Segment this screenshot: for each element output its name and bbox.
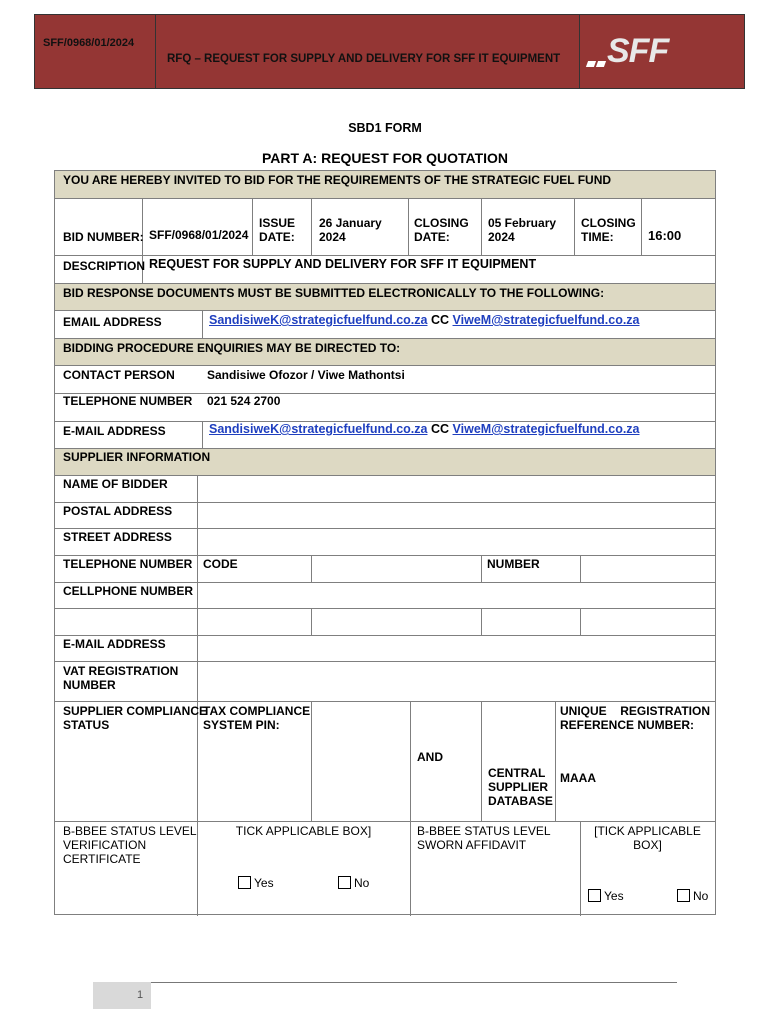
email-value: SandisiweK@strategicfuelfund.co.za CC ViweM@strategicfuelfund.co.za xyxy=(209,313,640,327)
issue-date-label: ISSUE DATE: xyxy=(259,216,296,244)
tick-box-label-2: [TICK APPLICABLE BOX] xyxy=(594,824,701,852)
header-title: RFQ – REQUEST FOR SUPPLY AND DELIVERY FOR SFF IT EQUIPMENT xyxy=(167,53,561,65)
form-title: SBD1 FORM xyxy=(348,121,422,135)
supplier-heading: SUPPLIER INFORMATION xyxy=(63,450,211,464)
checkbox-icon[interactable] xyxy=(588,889,601,902)
street-address-label: STREET ADDRESS xyxy=(63,530,172,544)
compliance-label: SUPPLIER COMPLIANCE STATUS xyxy=(63,704,208,732)
contact-value: Sandisiwe Ofozor / Viwe Mathontsi xyxy=(207,368,405,382)
bid-number-value: SFF/0968/01/2024 xyxy=(149,228,249,242)
phone-value: 021 524 2700 xyxy=(207,394,281,408)
closing-time-label: CLOSING TIME: xyxy=(581,216,636,244)
bbbee-cert-label: B-BBEE STATUS LEVEL VERIFICATION CERTIFICATE xyxy=(63,824,197,866)
postal-address-label: POSTAL ADDRESS xyxy=(63,504,173,518)
code-label: CODE xyxy=(203,557,238,571)
email2-link-1[interactable]: SandisiweK@strategicfuelfund.co.za xyxy=(209,422,428,436)
bbbee-sworn-label: B-BBEE STATUS LEVEL SWORN AFFIDAVIT xyxy=(417,824,551,852)
email-link-1[interactable]: SandisiweK@strategicfuelfund.co.za xyxy=(209,313,428,327)
phone-label: TELEPHONE NUMBER xyxy=(63,394,193,408)
email2-value: SandisiweK@strategicfuelfund.co.za CC ViweM@strategicfuelfund.co.za xyxy=(209,422,640,436)
checkbox-icon[interactable] xyxy=(338,876,351,889)
maaa-label: MAAA xyxy=(560,771,596,785)
number-label: NUMBER xyxy=(487,557,540,571)
invite-text: YOU ARE HEREBY INVITED TO BID FOR THE REQUIREMENTS OF THE STRATEGIC FUEL FUND xyxy=(63,173,612,187)
sff-logo xyxy=(587,33,667,73)
email2-label: E-MAIL ADDRESS xyxy=(63,424,166,438)
page-number-box xyxy=(93,982,151,1009)
cellphone-label: CELLPHONE NUMBER xyxy=(63,584,194,598)
bidder-name-label: NAME OF BIDDER xyxy=(63,477,168,491)
quotation-table xyxy=(54,170,716,915)
email-label: EMAIL ADDRESS xyxy=(63,315,162,329)
sworn-no-option[interactable]: No xyxy=(677,889,708,903)
checkbox-icon[interactable] xyxy=(677,889,690,902)
header-band xyxy=(34,14,745,89)
closing-date-label: CLOSING DATE: xyxy=(414,216,469,244)
unique-reg-label: UNIQUE REGISTRATION REFERENCE NUMBER: xyxy=(560,704,710,732)
cert-yes-option[interactable]: Yes xyxy=(238,876,274,890)
contact-label: CONTACT PERSON xyxy=(63,368,175,382)
closing-date-value: 05 February 2024 xyxy=(488,216,557,244)
issue-date-value: 26 January 2024 xyxy=(319,216,382,244)
footer-rule xyxy=(150,982,677,983)
csd-label: CENTRAL SUPPLIER DATABASE xyxy=(488,766,553,808)
supplier-tel-label: TELEPHONE NUMBER xyxy=(63,557,193,571)
header-ref: SFF/0968/01/2024 xyxy=(43,37,135,49)
supplier-email-label: E-MAIL ADDRESS xyxy=(63,637,166,651)
page-number: 1 xyxy=(137,989,144,1001)
description-label: DESCRIPTION xyxy=(63,259,146,273)
description-value: REQUEST FOR SUPPLY AND DELIVERY FOR SFF IT EQUIPMENT xyxy=(149,257,537,271)
logo-text: SFF xyxy=(607,32,669,70)
cert-no-option[interactable]: No xyxy=(338,876,369,890)
tick-box-label-1: TICK APPLICABLE BOX] xyxy=(235,824,372,838)
checkbox-icon[interactable] xyxy=(238,876,251,889)
email2-link-2[interactable]: ViweM@strategicfuelfund.co.za xyxy=(452,422,640,436)
vat-label: VAT REGISTRATION NUMBER xyxy=(63,664,179,692)
submit-notice: BID RESPONSE DOCUMENTS MUST BE SUBMITTED ELECTRONICALLY TO THE FOLLOWING: xyxy=(63,286,605,300)
sworn-yes-option[interactable]: Yes xyxy=(588,889,624,903)
email-link-2[interactable]: ViweM@strategicfuelfund.co.za xyxy=(452,313,640,327)
closing-time-value: 16:00 xyxy=(648,228,682,243)
part-title: PART A: REQUEST FOR QUOTATION xyxy=(261,150,509,166)
tax-pin-label: TAX COMPLIANCE SYSTEM PIN: xyxy=(203,704,311,732)
bid-number-label: BID NUMBER: xyxy=(63,230,144,244)
enquiries-notice: BIDDING PROCEDURE ENQUIRIES MAY BE DIRECTED TO: xyxy=(63,341,401,355)
and-label: AND xyxy=(417,750,443,764)
